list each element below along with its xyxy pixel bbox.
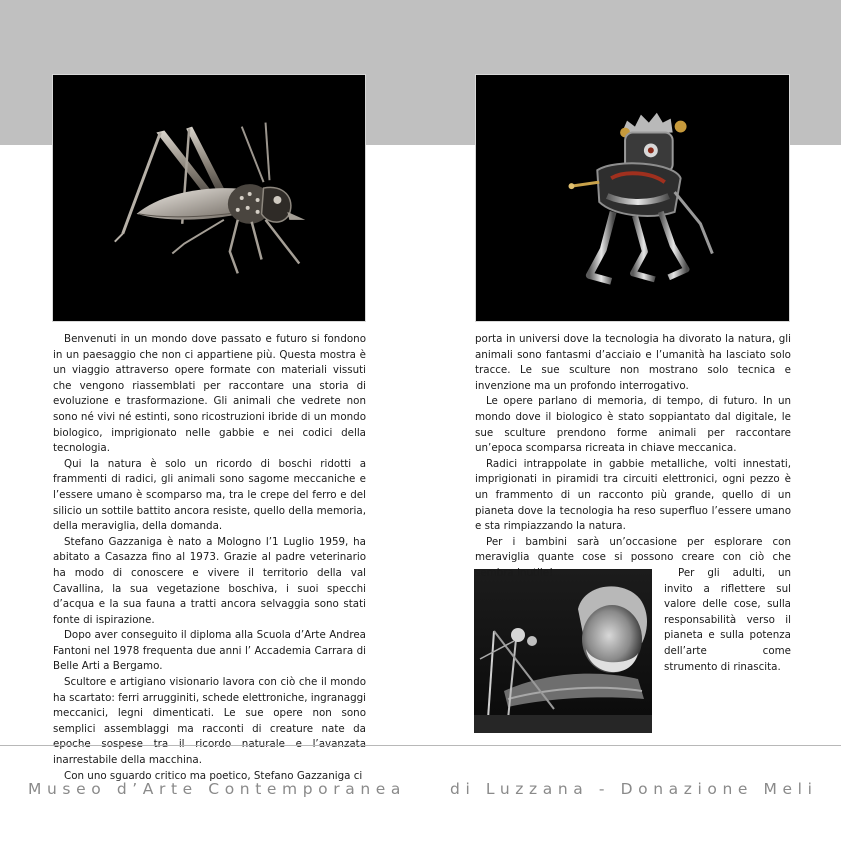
grasshopper-sculpture-photo bbox=[52, 74, 366, 322]
side-text-column bbox=[664, 566, 791, 675]
paragraph: porta in universi dove la tecnologia ha divorato la natura, gli animali sono fantasmi d’acciaio e l’umanità ha lasciato solo tracce. Le sue sculture non mostrano solo tecnica e invenzione ma un profondo interrogativo. bbox=[475, 333, 791, 392]
mechanical-creature-photo bbox=[475, 74, 790, 322]
mechanical-creature-image bbox=[476, 75, 789, 321]
paragraph: Le opere parlano di memoria, di tempo, di futuro. In un mondo dove il biologico è stato soppiantato dal digitale, le sue sculture prendono forme animali per raccontare un’epoca scomparsa ricreata in chiave meccanica. bbox=[475, 395, 791, 455]
paragraph: Per i bambini sarà un’occasione per esplorare con meraviglia quante cose si possono creare con ciò che sembra inutile! bbox=[475, 535, 791, 579]
right-text-column bbox=[475, 332, 791, 582]
paragraph: Stefano Gazzaniga è nato a Mologno l’1 Luglio 1959, ha abitato a Casazza fino al 1973. Grazie al padre veterinario ha modo di conoscere e vivere il territorio della val Cavallina, la sua vegetazione boschiva, i suoi specchi d’acqua e la sua fauna a tratti ancora selvaggia sono stati fonte di ispirazione. bbox=[53, 535, 366, 626]
footer-right-text: di Luzzana - Donazione Meli bbox=[450, 780, 818, 798]
grasshopper-sculpture-image bbox=[53, 75, 365, 321]
paragraph: Benvenuti in un mondo dove passato e futuro si fondono in un paesaggio che non ci appartiene più. Questa mostra è un viaggio attraverso opere formate con materiali vissuti che vengono riassemblati per raccontare una storia di evoluzione e trasformazione. Gli animali che vedrete non sono né vivi né estinti, sono ricostruzioni ibride di un mondo biologico, imprigionato nelle gabbie e nei codici della tecnologia. bbox=[53, 333, 366, 455]
artist-portrait-image bbox=[474, 569, 652, 733]
footer-divider bbox=[0, 745, 841, 746]
footer-left-text: Museo d’Arte Contemporanea bbox=[28, 780, 406, 798]
paragraph: Con uno sguardo critico ma poetico, Stefano Gazzaniga ci bbox=[64, 769, 363, 782]
paragraph: Qui la natura è solo un ricordo di boschi ridotti a frammenti di radici, gli animali sono sagome meccaniche e l’essere umano è scomparso ma, tra le crepe del ferro e del silicio un sottile battito ancora resiste, quello della memoria, della meraviglia, della domanda. bbox=[53, 457, 366, 533]
paragraph: Radici intrappolate in gabbie metalliche, volti innestati, imprigionati in piramidi tra circuiti elettronici, ogni pezzo è un frammento di un racconto più grande, quello di un pianeta dove la tecnologia ha reso superfluo l’essere umano e sta rimpiazzando la natura. bbox=[475, 457, 791, 533]
left-text-column bbox=[53, 332, 366, 784]
paragraph: Per gli adulti, un invito a riflettere sul valore delle cose, sulla responsabilità verso il pianeta e sulla potenza dell’arte come strumento di rinascita. bbox=[664, 567, 791, 673]
paragraph: Dopo aver conseguito il diploma alla Scuola d’Arte Andrea Fantoni nel 1978 frequenta due anni l’ Accademia Carrara di Belle Arti a Bergamo. bbox=[53, 629, 366, 673]
artist-portrait-photo bbox=[474, 569, 652, 733]
paragraph: Scultore e artigiano visionario lavora con ciò che il mondo ha scartato: ferri arrugginiti, schede elettroniche, ingranaggi meccanici, legni dimenticati. Le sue opere non sono semplici assemblaggi ma racconti di creature nate da inarrestabile della macchina. bbox=[53, 676, 367, 767]
